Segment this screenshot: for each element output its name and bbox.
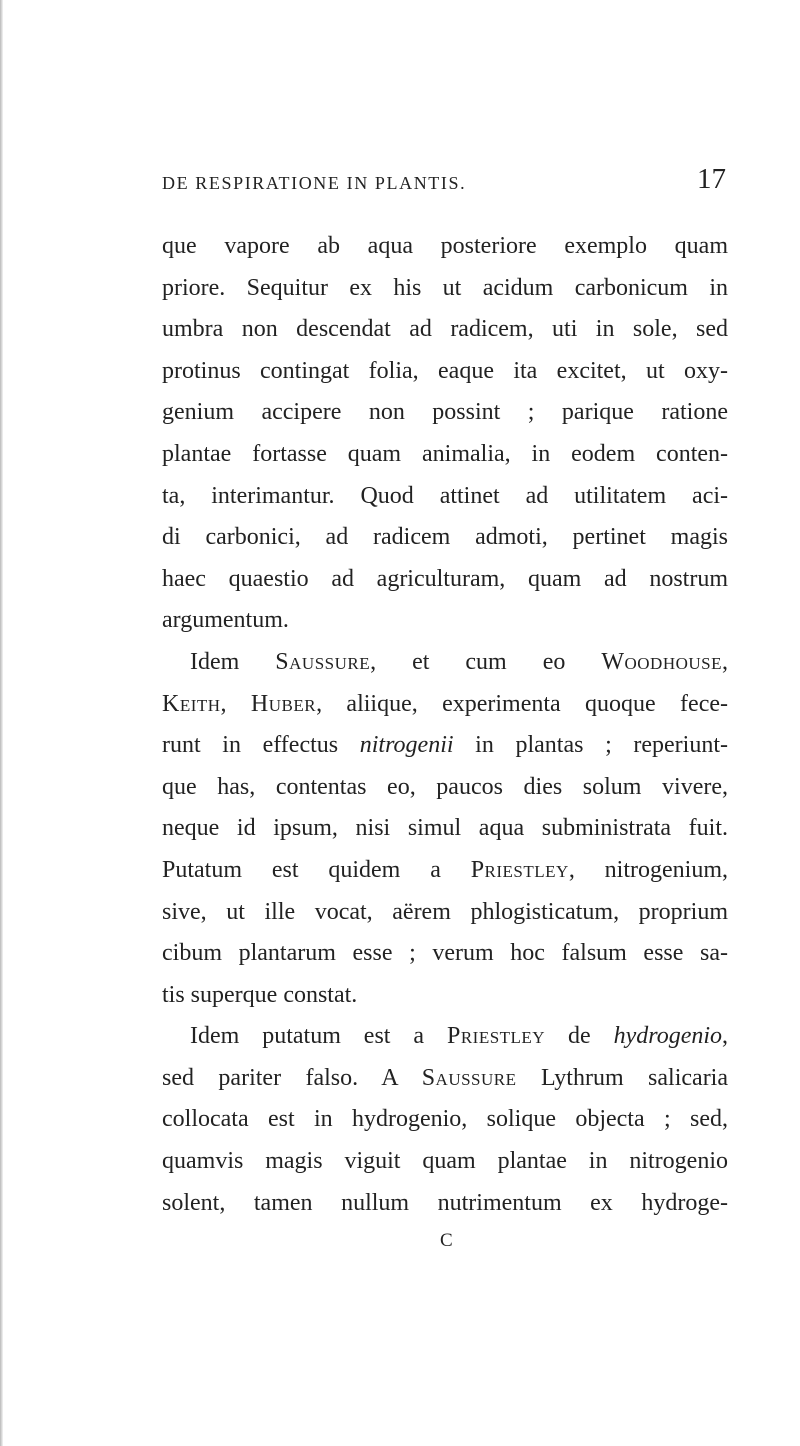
text-line: protinus contingat folia, eaque ita excitet, ut oxy- (162, 357, 728, 384)
signature-mark: C (440, 1230, 453, 1251)
text-run: , (722, 1023, 729, 1050)
text-line (162, 684, 728, 726)
text-run: Idem putatum est a (190, 1023, 447, 1050)
text-run: , nitrogenium, (568, 856, 728, 883)
text-line (162, 1058, 728, 1100)
text-run: , (722, 648, 728, 675)
text-line: plantae fortasse quam animalia, in eodem conten- (162, 440, 728, 467)
author-name: Huber (250, 690, 317, 717)
page-edge-shadow (0, 0, 3, 1446)
text-line: genium accipere non possint ; parique ratione (162, 399, 728, 426)
text-line: que vapore ab aqua posteriore exemplo quam (162, 233, 728, 259)
author-name: Priestley (470, 856, 569, 883)
text-line: priore. Sequitur ex his ut acidum carbonicum in (162, 274, 728, 301)
text-line (162, 1016, 728, 1058)
text-run: , (220, 690, 251, 717)
text-run: in plantas ; reperiunt- (453, 732, 729, 759)
author-name: Priestley (446, 1023, 546, 1050)
text-line: cibum plantarum esse ; verum hoc falsum esse sa- (162, 940, 728, 967)
author-name: Saussure (421, 1064, 517, 1091)
text-line: que has, contentas eo, paucos dies solum vivere, (162, 773, 728, 800)
text-run: Idem (190, 648, 276, 675)
text-line: sive, ut ille vocat, aërem phlogisticatum, proprium (162, 898, 728, 925)
text-line: umbra non descendat ad radicem, uti in sole, sed (162, 316, 728, 343)
running-title: DE RESPIRATIONE IN PLANTIS. (162, 173, 467, 193)
author-name: Woodhouse (601, 648, 722, 675)
text-line: argumentum. (162, 607, 289, 634)
text-run: , aliique, experimenta quoque fece- (316, 690, 728, 717)
page-number: 17 (697, 163, 726, 195)
italic-term: hydrogenio (613, 1023, 723, 1050)
text-run: , et cum eo (370, 648, 602, 675)
running-head (150, 165, 730, 201)
text-line: di carbonici, ad radicem admoti, pertinet magis (162, 524, 728, 551)
text-line (162, 642, 728, 684)
text-line: solent, tamen nullum nutrimentum ex hydroge- (162, 1189, 728, 1216)
text-line: neque id ipsum, nisi simul aqua subministrata fuit. (162, 815, 728, 842)
text-line: tis superque constat. (162, 981, 358, 1008)
text-line: quamvis magis viguit quam plantae in nitrogenio (162, 1148, 728, 1175)
text-run: Putatum est quidem a (162, 856, 471, 883)
author-name: Keith (162, 690, 221, 717)
text-run: Lythrum salicaria (516, 1064, 728, 1091)
text-line (162, 725, 728, 767)
text-line: collocata est in hydrogenio, solique objecta ; sed, (162, 1106, 728, 1133)
author-name: Saussure (275, 648, 371, 675)
text-run: sed pariter falso. A (162, 1064, 422, 1091)
text-run: de (545, 1023, 614, 1050)
text-line: ta, interimantur. Quod attinet ad utilitatem aci- (162, 482, 728, 509)
text-run: runt in effectus (162, 732, 360, 759)
body-text (162, 226, 728, 1224)
text-line (162, 850, 728, 892)
italic-term: nitrogenii (359, 732, 454, 759)
text-line: haec quaestio ad agriculturam, quam ad nostrum (162, 565, 728, 592)
